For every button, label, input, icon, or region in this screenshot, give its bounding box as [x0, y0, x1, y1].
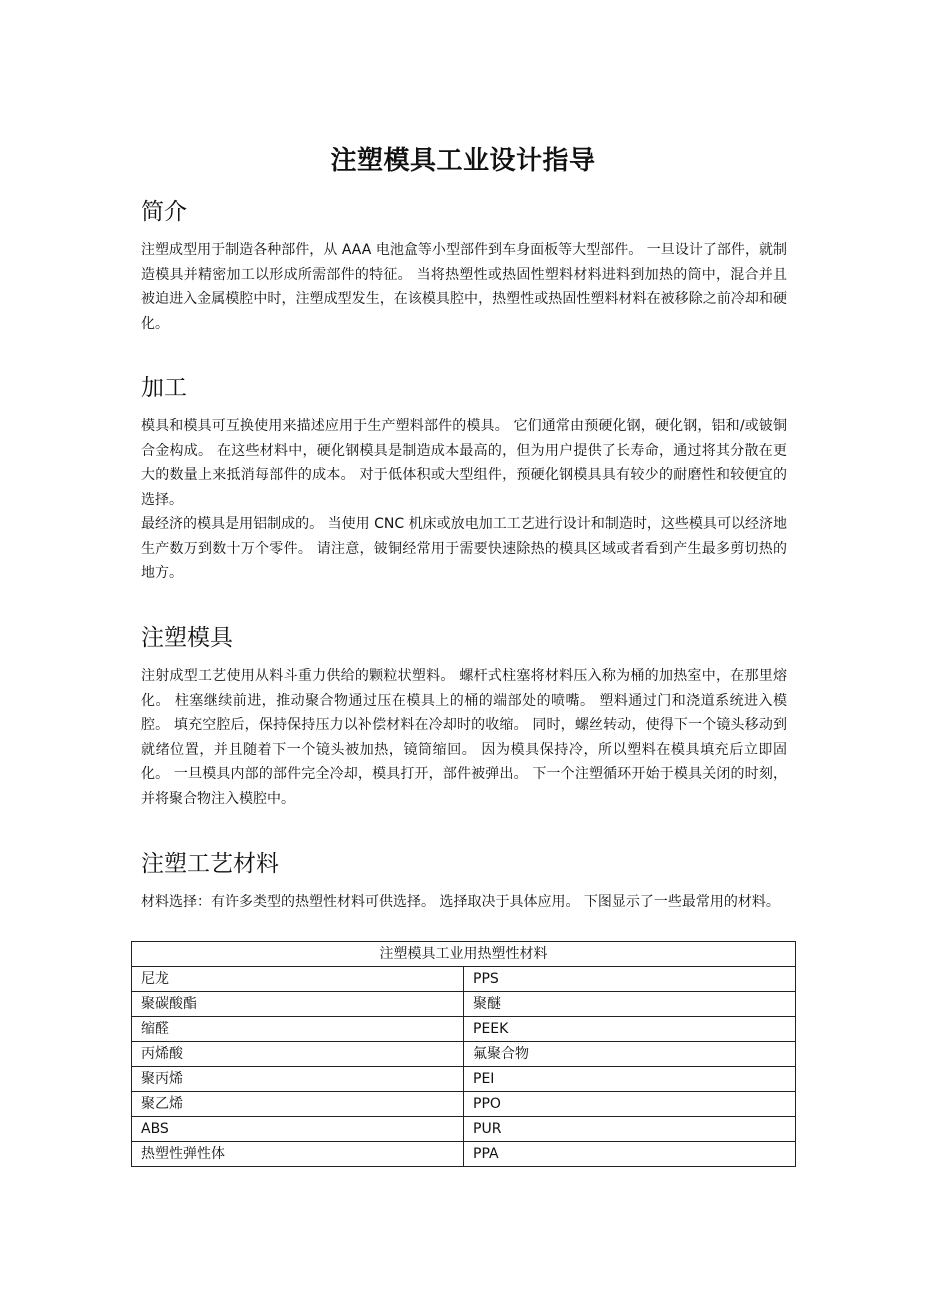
intro-paragraph: 注塑成型用于制造各种部件，从 AAA 电池盒等小型部件到车身面板等大型部件。 一旦设计了部件，就制造模具并精密加工以形成所需部件的特征。 当将热塑性或热固性塑料材料进料到加热的筒中，混合并且被迫进入金属模腔中时，注塑成型发生，在该模具腔中，热塑性或热固性塑料材料在被移除之前冷却和硬化。 — [141, 242, 787, 332]
table-cell: 聚碳酸酯 — [132, 992, 464, 1017]
table-cell: PPS — [464, 967, 796, 992]
table-row — [132, 1017, 796, 1042]
table-cell: ABS — [132, 1117, 464, 1142]
table-caption-row — [132, 942, 796, 967]
section-intro — [141, 196, 787, 336]
table-row — [132, 1067, 796, 1092]
table-cell: 缩醛 — [132, 1017, 464, 1042]
table-row — [132, 992, 796, 1017]
table-cell: 丙烯酸 — [132, 1042, 464, 1067]
table-cell: 氟聚合物 — [464, 1042, 796, 1067]
table-cell: 聚丙烯 — [132, 1067, 464, 1092]
table-row — [132, 1042, 796, 1067]
section-heading-processing: 加工 — [141, 375, 187, 401]
table-cell: 热塑性弹性体 — [132, 1142, 464, 1167]
table-cell: PPA — [464, 1142, 796, 1167]
table-cell: PEEK — [464, 1017, 796, 1042]
section-heading-materials: 注塑工艺材料 — [141, 851, 279, 877]
table-row — [132, 1092, 796, 1117]
table-row — [132, 1117, 796, 1142]
table-cell: 聚醚 — [464, 992, 796, 1017]
table-cell: PUR — [464, 1117, 796, 1142]
materials-table — [131, 941, 796, 1167]
table-row — [132, 967, 796, 992]
document-title: 注塑模具工业设计指导 — [330, 146, 596, 176]
table-cell: PEI — [464, 1067, 796, 1092]
table-caption: 注塑模具工业用热塑性材料 — [132, 942, 796, 967]
section-molding — [141, 622, 787, 811]
molding-paragraph: 注射成型工艺使用从料斗重力供给的颗粒状塑料。 螺杆式柱塞将材料压入称为桶的加热室中，在那里熔化。 柱塞继续前进，推动聚合物通过压在模具上的桶的端部处的喷嘴。 塑料通过门和浇道系统进入模腔。 填充空腔后，保持保持压力以补偿材料在冷却时的收缩。 同时，螺丝转动，使得下一个镜头移动到就绪位置，并且随着下一个镜头被加热，镜筒缩回。 因为模具保持冷，所以塑料在模具填充后立即固化。 一旦模具内部的部件完全冷却，模具打开，部件被弹出。 下一个注塑循环开始于模具关闭的时刻，并将聚合物注入模腔中。 — [141, 668, 787, 807]
table-cell: 尼龙 — [132, 967, 464, 992]
section-processing — [141, 372, 787, 586]
section-heading-molding: 注塑模具 — [141, 625, 233, 651]
table-row — [132, 1142, 796, 1167]
processing-paragraph-2: 最经济的模具是用铝制成的。 当使用 CNC 机床或放电加工工艺进行设计和制造时，这些模具可以经济地生产数万到数十万个零件。 请注意，铍铜经常用于需要快速除热的模具区域或者看到产生最多剪切热的地方。 — [141, 516, 787, 581]
materials-paragraph: 材料选择：有许多类型的热塑性材料可供选择。 选择取决于具体应用。 下图显示了一些最常用的材料。 — [141, 894, 780, 910]
section-heading-intro: 简介 — [141, 199, 187, 225]
table-cell: 聚乙烯 — [132, 1092, 464, 1117]
table-cell: PPO — [464, 1092, 796, 1117]
section-materials — [141, 848, 787, 915]
processing-paragraph-1: 模具和模具可互换使用来描述应用于生产塑料部件的模具。 它们通常由预硬化钢，硬化钢，铝和/或铍铜合金构成。 在这些材料中，硬化钢模具是制造成本最高的，但为用户提供了长寿命，通过将其分散在更大的数量上来抵消每部件的成本。 对于低体积或大型组件，预硬化钢模具具有较少的耐磨性和较便宜的选择。 — [141, 418, 787, 508]
